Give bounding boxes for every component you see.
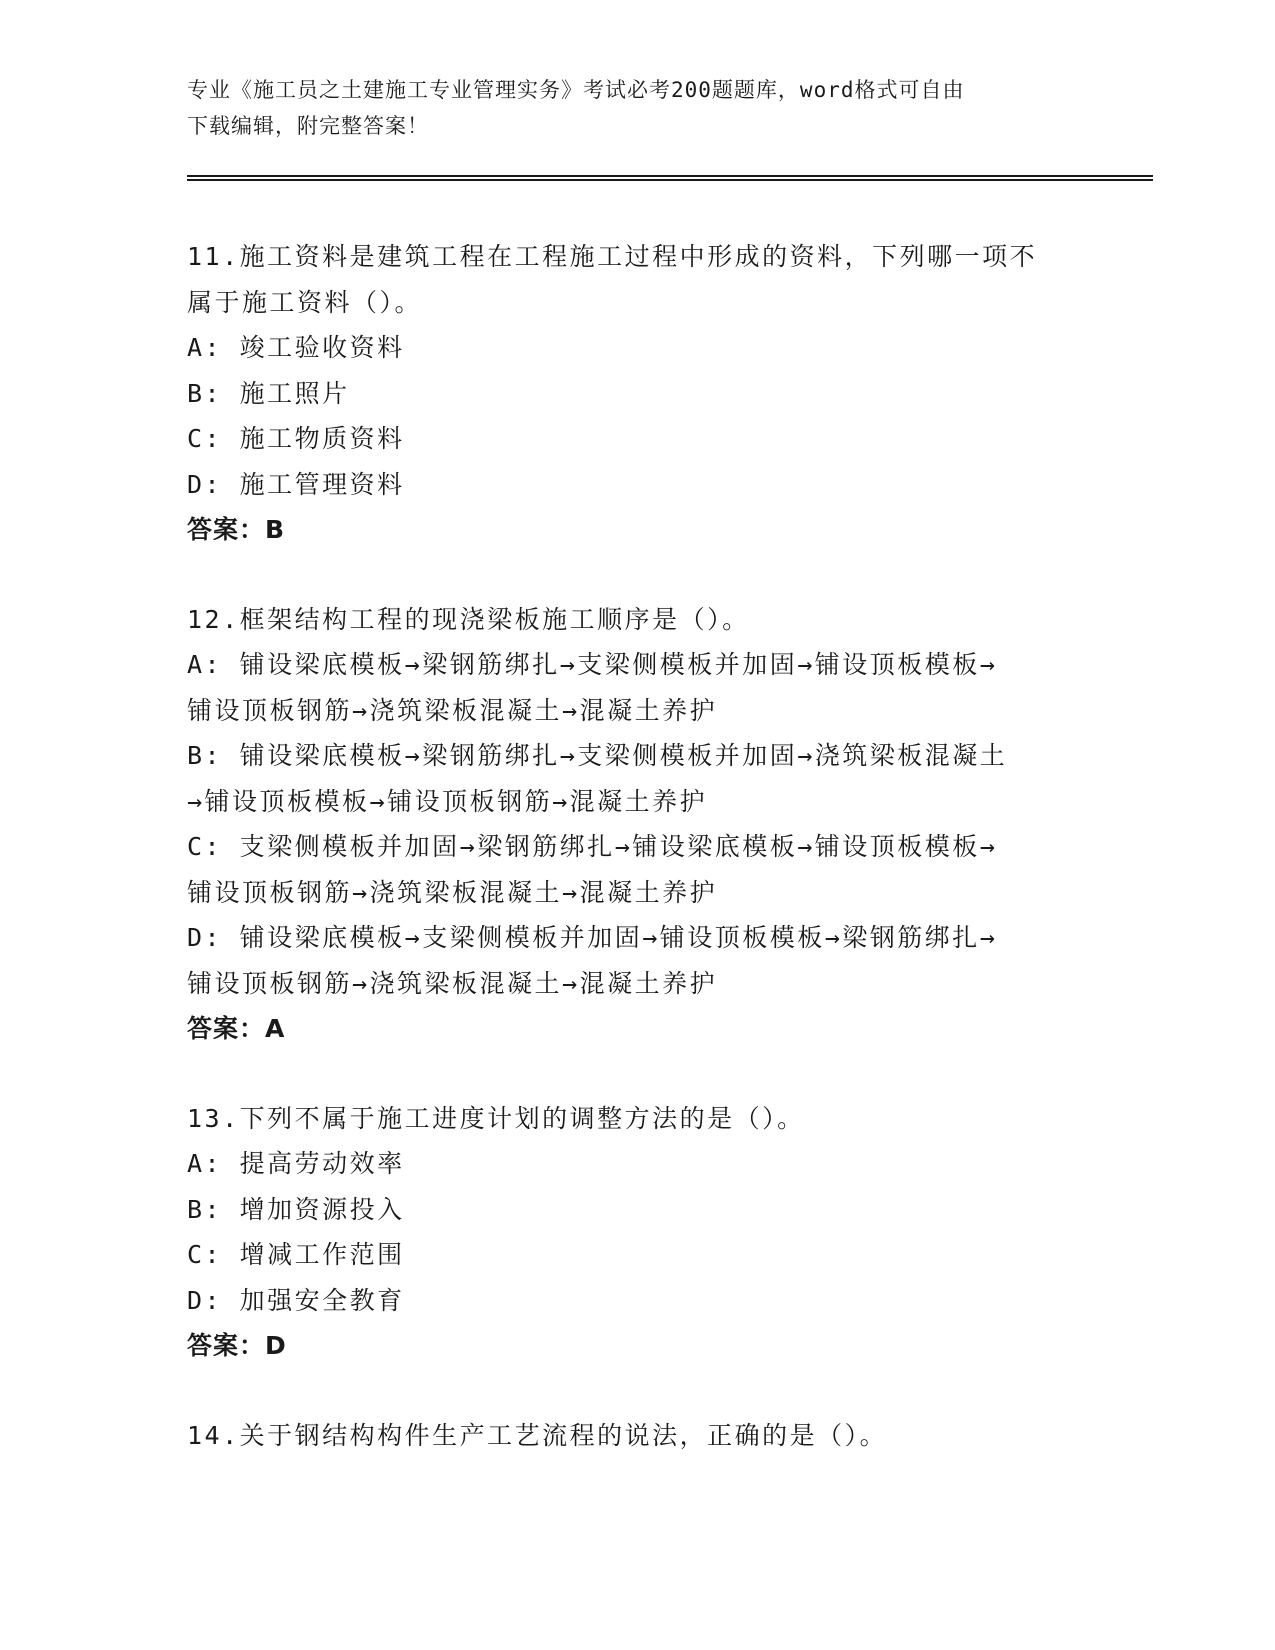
option-d: D: 加强安全教育	[187, 1285, 405, 1315]
option-a: A: 铺设梁底模板→梁钢筋绑扎→支梁侧模板并加固→铺设顶板模板→	[187, 650, 998, 679]
header-divider	[187, 175, 1153, 181]
option-c: C: 施工物质资料	[187, 424, 405, 453]
question-14	[187, 1413, 1087, 1459]
option-b: B: 增加资源投入	[187, 1194, 405, 1224]
question-list	[187, 234, 1087, 1502]
option-b: →铺设顶板模板→铺设顶板钢筋→混凝土养护	[187, 786, 708, 816]
header-line-2: 下载编辑，附完整答案！	[187, 114, 429, 138]
option-a: 铺设顶板钢筋→浇筑梁板混凝土→混凝土养护	[187, 695, 718, 725]
option-d: D: 施工管理资料	[187, 469, 405, 499]
question-stem: 12.框架结构工程的现浇梁板施工顺序是（）。	[187, 604, 750, 634]
option-a: A: 提高劳动效率	[187, 1149, 405, 1178]
option-c: C: 支梁侧模板并加固→梁钢筋绑扎→铺设梁底模板→铺设顶板模板→	[187, 832, 998, 861]
question-stem: 11.施工资料是建筑工程在工程施工过程中形成的资料，下列哪一项不	[187, 242, 1038, 271]
option-c: C: 增减工作范围	[187, 1240, 405, 1269]
option-b: B: 铺设梁底模板→梁钢筋绑扎→支梁侧模板并加固→浇筑梁板混凝土	[187, 741, 1008, 770]
question-12	[187, 597, 1087, 1052]
question-stem: 属于施工资料（）。	[187, 287, 423, 317]
question-stem: 13.下列不属于施工进度计划的调整方法的是（）。	[187, 1103, 805, 1133]
option-b: B: 施工照片	[187, 378, 350, 408]
answer-line: 答案：A	[187, 1014, 286, 1043]
question-11	[187, 234, 1087, 553]
question-stem: 14.关于钢结构构件生产工艺流程的说法，正确的是（）。	[187, 1420, 888, 1450]
option-c: 铺设顶板钢筋→浇筑梁板混凝土→混凝土养护	[187, 877, 718, 907]
header-line-1: 专业《施工员之土建施工专业管理实务》考试必考200题题库，word格式可自由	[187, 78, 965, 102]
option-d: D: 铺设梁底模板→支梁侧模板并加固→铺设顶板模板→梁钢筋绑扎→	[187, 923, 998, 952]
document-header	[187, 72, 1067, 144]
option-d: 铺设顶板钢筋→浇筑梁板混凝土→混凝土养护	[187, 968, 718, 998]
option-a: A: 竣工验收资料	[187, 333, 405, 362]
answer-line: 答案：D	[187, 1331, 287, 1360]
answer-line: 答案：B	[187, 515, 286, 544]
question-13	[187, 1096, 1087, 1369]
